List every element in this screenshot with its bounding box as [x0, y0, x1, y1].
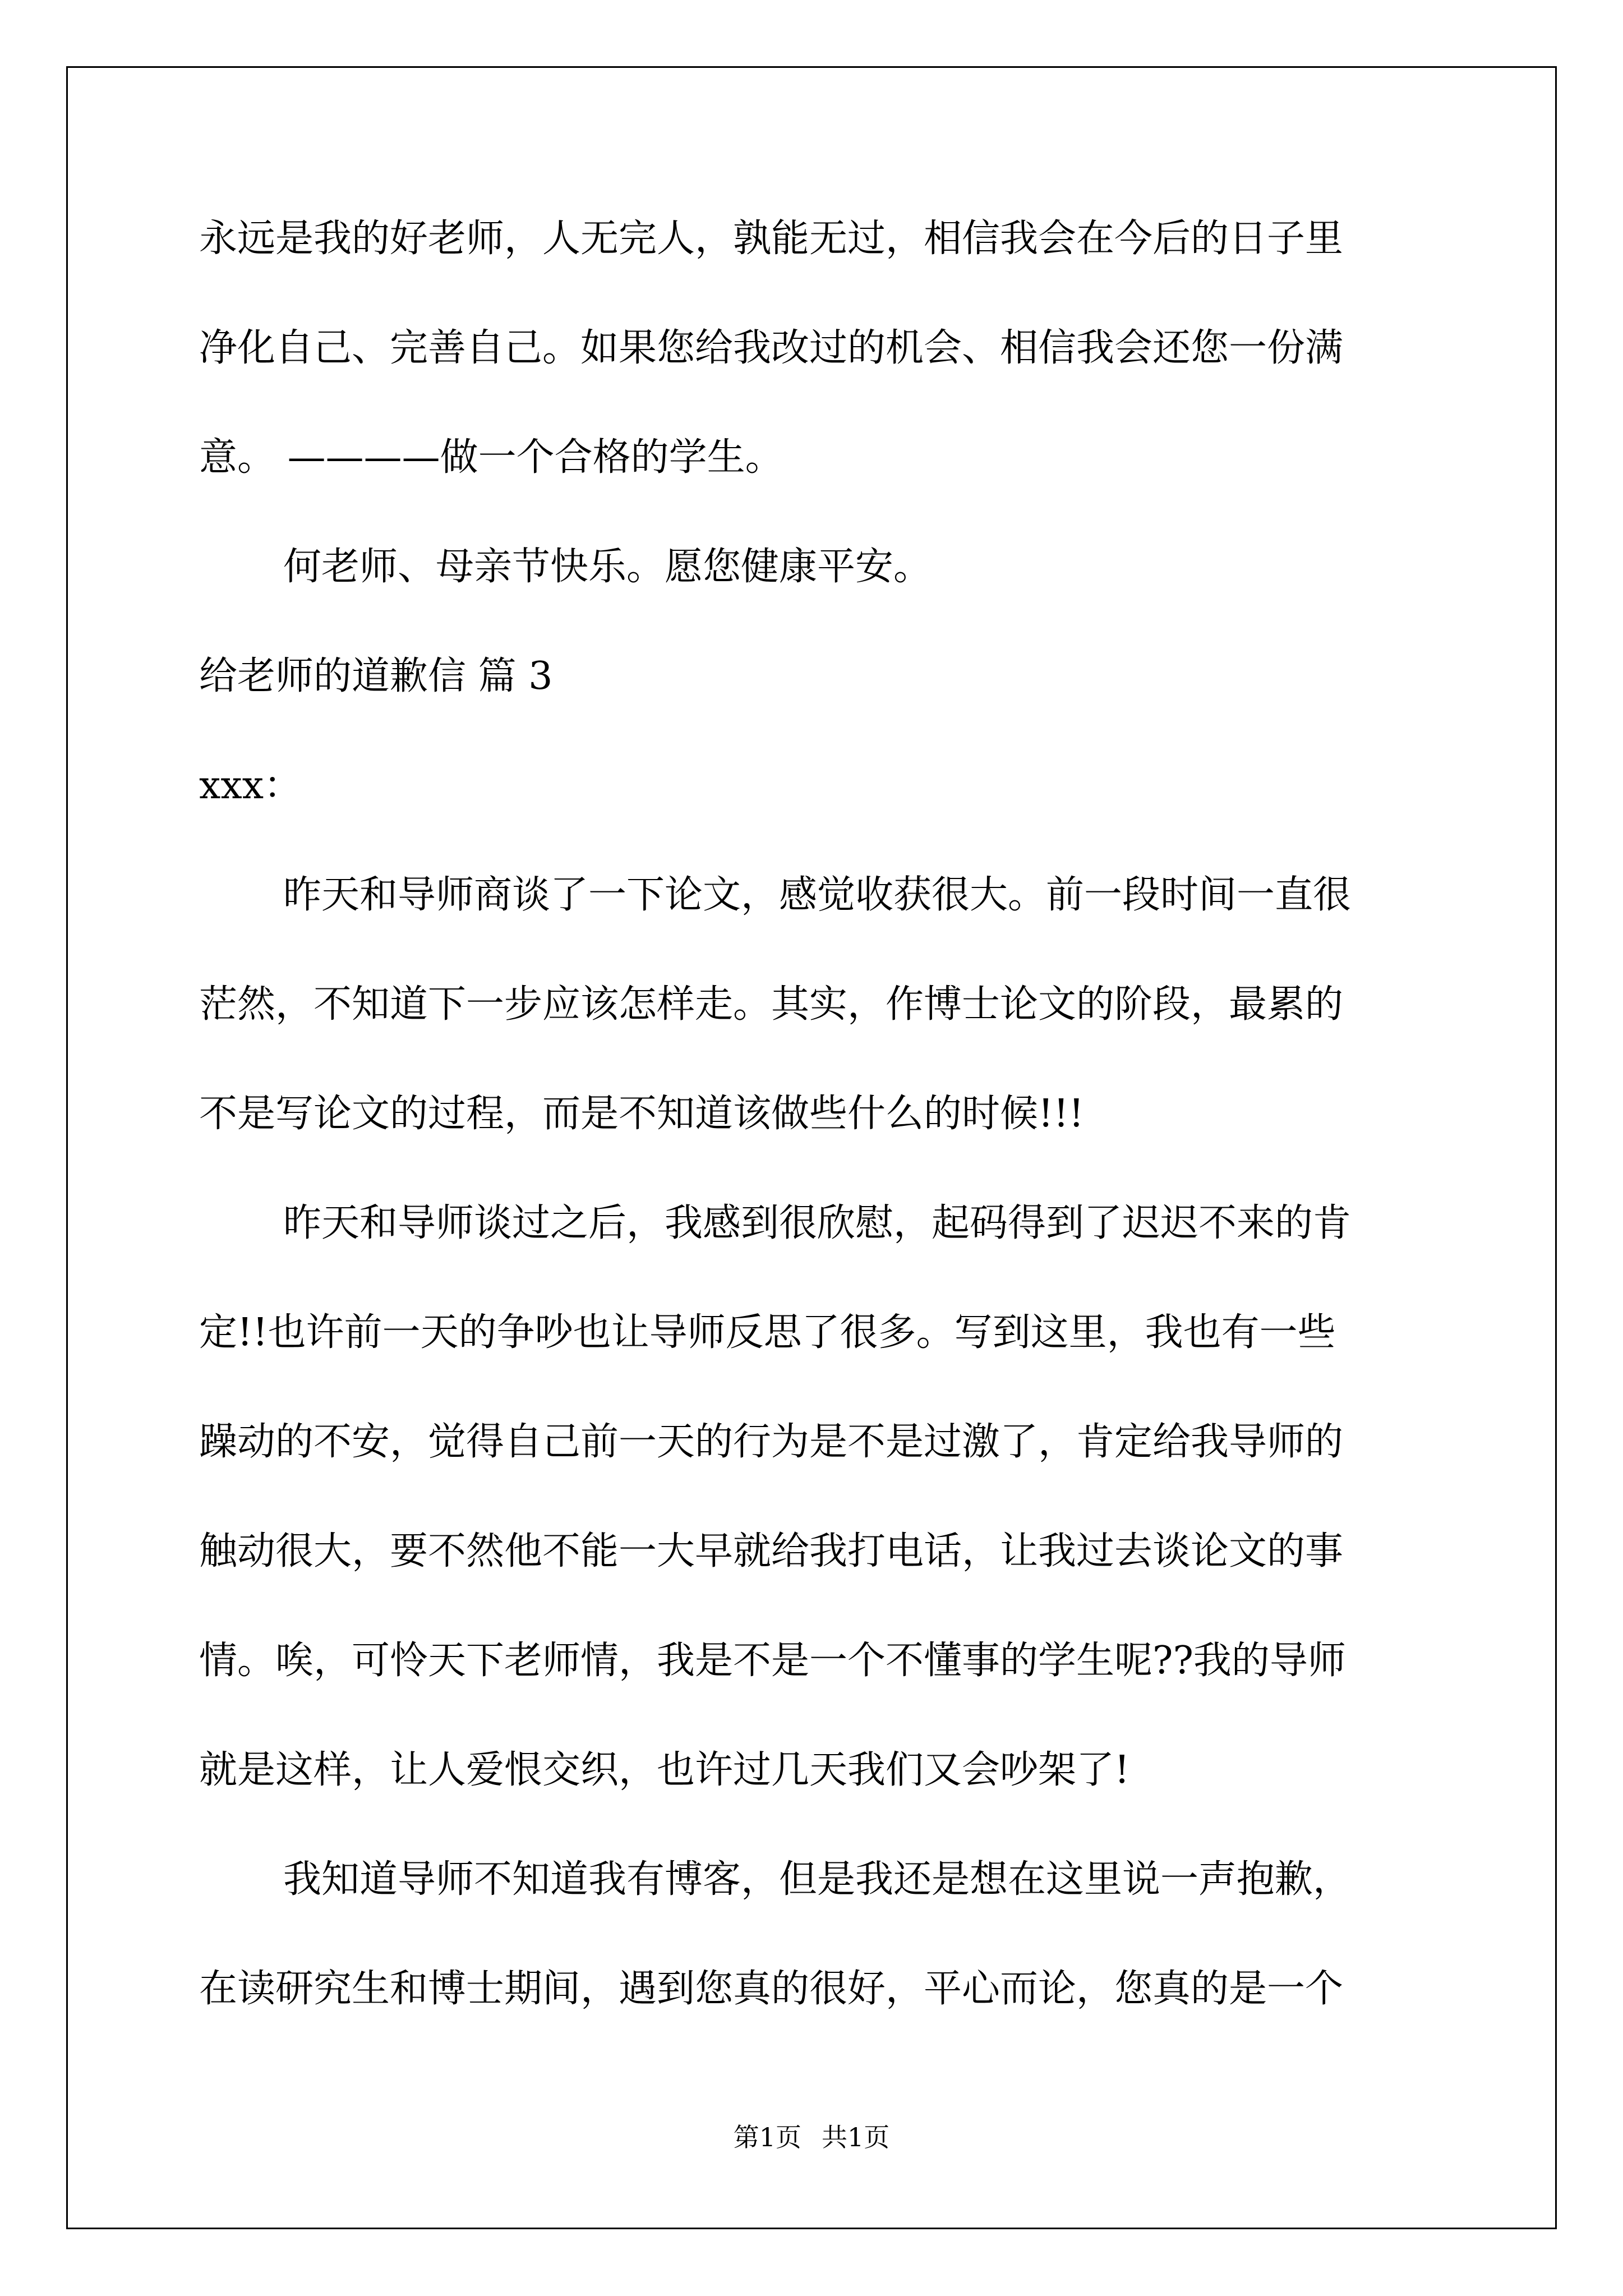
body-line: 不是写论文的过程，而是不知道该做些什么的时候!!!	[199, 1092, 1084, 1136]
body-line: 我知道导师不知道我有博客，但是我还是想在这里说一声抱歉，	[283, 1857, 1352, 1902]
body-line: 昨天和导师商谈了一下论文，感觉收获很大。前一段时间一直很	[283, 873, 1352, 917]
page-number-total: 共1页	[822, 2122, 890, 2152]
body-line: 在读研究生和博士期间，遇到您真的很好，平心而论，您真的是一个	[199, 1967, 1344, 2011]
body-line: 定!!也许前一天的争吵也让导师反思了很多。写到这里，我也有一些	[199, 1310, 1336, 1355]
body-line: 就是这样，让人爱恨交织，也许过几天我们又会吵架了!	[199, 1748, 1130, 1792]
body-line: 净化自己、完善自己。如果您给我改过的机会、相信我会还您一份满	[199, 326, 1344, 370]
page-number-current: 第1页	[733, 2122, 801, 2152]
body-line: 永远是我的好老师，人无完人，孰能无过，相信我会在今后的日子里	[199, 217, 1344, 261]
body-line: 躁动的不安，觉得自己前一天的行为是不是过激了，肯定给我导师的	[199, 1420, 1344, 1464]
body-line: 触动很大，要不然他不能一大早就给我打电话，让我过去谈论文的事	[199, 1529, 1344, 1573]
salutation: xxx：	[199, 763, 302, 808]
body-line: 何老师、母亲节快乐。愿您健康平安。	[283, 545, 932, 589]
section-heading: 给老师的道歉信 篇 3	[199, 654, 553, 698]
body-line: 意。 ————做一个合格的学生。	[199, 435, 783, 480]
body-line: 情。唉，可怜天下老师情，我是不是一个不懂事的学生呢??我的导师	[199, 1639, 1346, 1683]
page-footer	[0, 2120, 1623, 2154]
document-body	[199, 213, 1424, 2073]
body-line: 昨天和导师谈过之后，我感到很欣慰，起码得到了迟迟不来的肯	[283, 1201, 1352, 1245]
body-line: 茫然，不知道下一步应该怎样走。其实，作博士论文的阶段，最累的	[199, 982, 1344, 1027]
